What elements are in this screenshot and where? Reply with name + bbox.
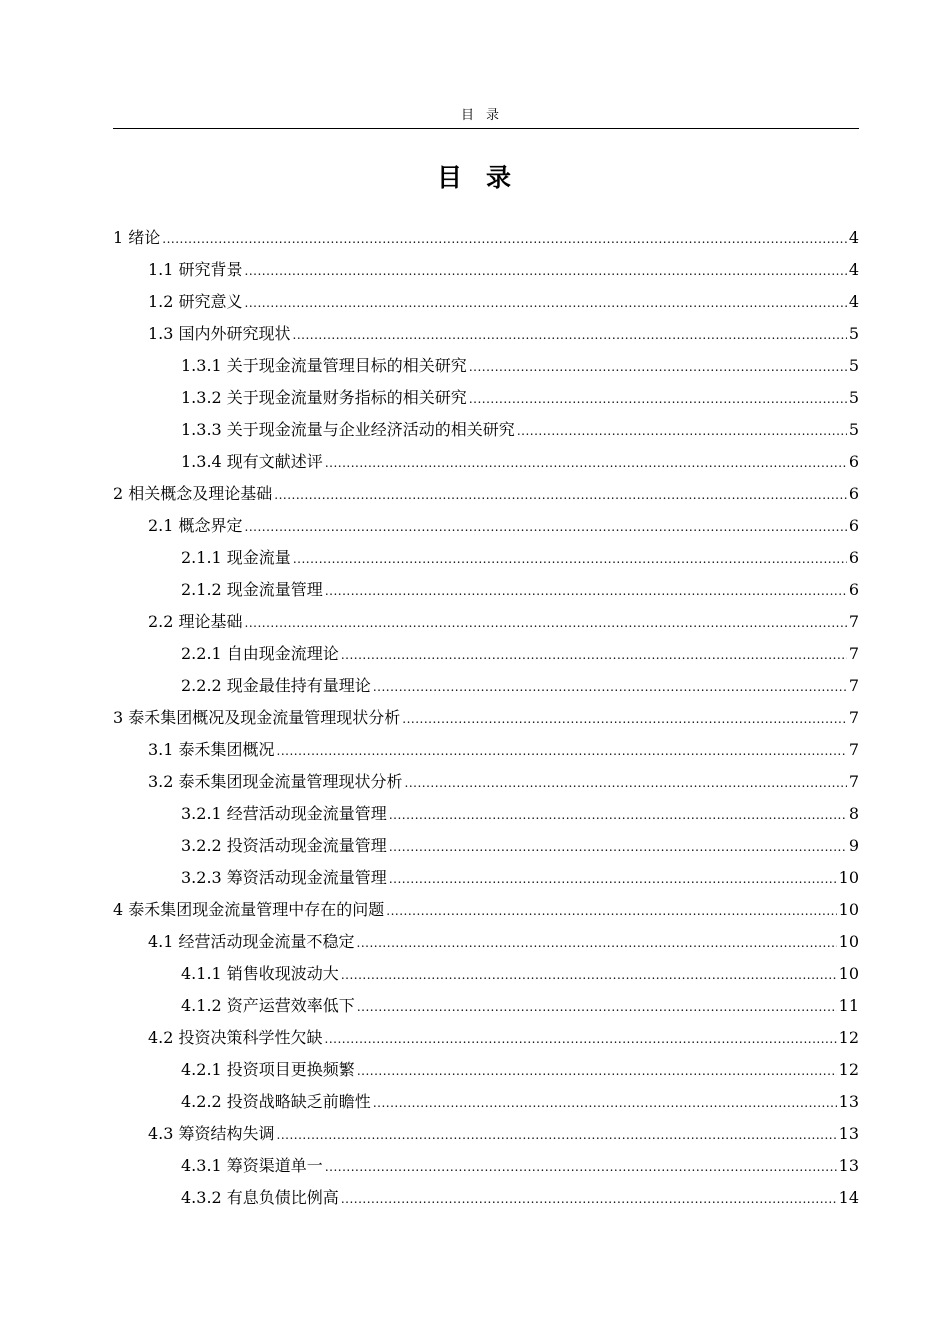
toc-entry[interactable] <box>113 224 859 256</box>
toc-entry-label: 1.2 研究意义 <box>148 292 243 311</box>
table-of-contents <box>113 224 859 1216</box>
toc-page-number: 10 <box>838 900 859 919</box>
toc-entry-label: 2.2 理论基础 <box>148 612 243 631</box>
toc-page-number: 13 <box>838 1124 859 1143</box>
toc-dot-leader <box>277 737 847 765</box>
toc-page-number: 12 <box>838 1028 859 1047</box>
toc-dot-leader <box>357 993 837 1021</box>
toc-dot-leader <box>373 673 847 701</box>
toc-entry[interactable] <box>113 1184 859 1216</box>
toc-page-number: 7 <box>848 644 859 663</box>
toc-dot-leader <box>389 801 847 829</box>
toc-entry-label: 1.3 国内外研究现状 <box>148 324 291 343</box>
toc-entry-label: 2 相关概念及理论基础 <box>113 484 273 503</box>
toc-dot-leader <box>325 1153 837 1181</box>
toc-entry-label: 2.1.2 现金流量管理 <box>181 580 323 599</box>
toc-entry[interactable] <box>113 992 859 1024</box>
toc-dot-leader <box>325 577 847 605</box>
toc-entry-label: 4 泰禾集团现金流量管理中存在的问题 <box>113 900 385 919</box>
toc-dot-leader <box>469 353 847 381</box>
toc-entry-label: 3.2.1 经营活动现金流量管理 <box>181 804 387 823</box>
toc-page-number: 14 <box>838 1188 859 1207</box>
toc-entry-label: 1.3.3 关于现金流量与企业经济活动的相关研究 <box>181 420 515 439</box>
toc-dot-leader <box>341 961 837 989</box>
toc-entry[interactable] <box>113 800 859 832</box>
toc-entry-label: 4.3.2 有息负债比例高 <box>181 1188 339 1207</box>
toc-dot-leader <box>162 225 847 253</box>
toc-entry-label: 3.2.2 投资活动现金流量管理 <box>181 836 387 855</box>
toc-page-number: 7 <box>848 708 859 727</box>
toc-dot-leader <box>245 609 847 637</box>
toc-dot-leader <box>293 545 847 573</box>
toc-dot-leader <box>405 769 847 797</box>
toc-entry[interactable] <box>113 416 859 448</box>
toc-dot-leader <box>389 865 837 893</box>
toc-entry-label: 1 绪论 <box>113 228 161 247</box>
toc-dot-leader <box>357 929 837 957</box>
toc-page-number: 6 <box>848 516 859 535</box>
toc-entry[interactable] <box>113 1120 859 1152</box>
toc-entry[interactable] <box>113 512 859 544</box>
toc-entry-label: 1.1 研究背景 <box>148 260 243 279</box>
toc-entry[interactable] <box>113 544 859 576</box>
toc-entry-label: 3.2 泰禾集团现金流量管理现状分析 <box>148 772 403 791</box>
toc-entry-label: 4.1.1 销售收现波动大 <box>181 964 339 983</box>
toc-entry-label: 4.1.2 资产运营效率低下 <box>181 996 355 1015</box>
toc-page-number: 4 <box>848 228 859 247</box>
toc-entry-label: 3.1 泰禾集团概况 <box>148 740 275 759</box>
toc-entry-label: 2.2.1 自由现金流理论 <box>181 644 339 663</box>
toc-dot-leader <box>402 705 847 733</box>
toc-entry[interactable] <box>113 256 859 288</box>
toc-entry[interactable] <box>113 896 859 928</box>
toc-dot-leader <box>357 1057 837 1085</box>
toc-page-number: 7 <box>848 676 859 695</box>
toc-entry[interactable] <box>113 1088 859 1120</box>
toc-entry[interactable] <box>113 640 859 672</box>
toc-entry[interactable] <box>113 448 859 480</box>
toc-dot-leader <box>245 513 847 541</box>
toc-page-number: 4 <box>848 260 859 279</box>
toc-entry[interactable] <box>113 960 859 992</box>
toc-page-number: 10 <box>838 868 859 887</box>
toc-page-number: 13 <box>838 1092 859 1111</box>
toc-page-number: 6 <box>848 484 859 503</box>
toc-entry-label: 3 泰禾集团概况及现金流量管理现状分析 <box>113 708 401 727</box>
toc-entry-label: 4.2.1 投资项目更换频繁 <box>181 1060 355 1079</box>
toc-entry-label: 1.3.1 关于现金流量管理目标的相关研究 <box>181 356 467 375</box>
toc-entry-label: 3.2.3 筹资活动现金流量管理 <box>181 868 387 887</box>
toc-entry-label: 1.3.2 关于现金流量财务指标的相关研究 <box>181 388 467 407</box>
toc-page-number: 12 <box>838 1060 859 1079</box>
toc-dot-leader <box>386 897 836 925</box>
toc-dot-leader <box>373 1089 837 1117</box>
toc-entry-label: 4.2 投资决策科学性欠缺 <box>148 1028 323 1047</box>
toc-entry[interactable] <box>113 832 859 864</box>
toc-entry[interactable] <box>113 1152 859 1184</box>
page-title: 目录 <box>436 163 535 192</box>
toc-entry-label: 4.2.2 投资战略缺乏前瞻性 <box>181 1092 371 1111</box>
toc-entry-label: 4.1 经营活动现金流量不稳定 <box>148 932 355 951</box>
toc-page-number: 10 <box>838 932 859 951</box>
toc-dot-leader <box>325 449 847 477</box>
toc-page-number: 7 <box>848 772 859 791</box>
toc-page-number: 6 <box>848 580 859 599</box>
toc-dot-leader <box>293 321 847 349</box>
toc-entry[interactable] <box>113 864 859 896</box>
toc-page-number: 5 <box>848 388 859 407</box>
toc-entry[interactable] <box>113 768 859 800</box>
toc-entry[interactable] <box>113 480 859 512</box>
toc-dot-leader <box>341 1185 837 1213</box>
toc-entry-label: 2.2.2 现金最佳持有量理论 <box>181 676 371 695</box>
toc-entry-label: 2.1.1 现金流量 <box>181 548 291 567</box>
toc-entry[interactable] <box>113 384 859 416</box>
toc-entry[interactable] <box>113 736 859 768</box>
toc-page-number: 5 <box>848 420 859 439</box>
toc-entry[interactable] <box>113 928 859 960</box>
toc-page-number: 6 <box>848 452 859 471</box>
toc-dot-leader <box>277 1121 837 1149</box>
toc-dot-leader <box>245 289 847 317</box>
toc-entry-label: 4.3.1 筹资渠道单一 <box>181 1156 323 1175</box>
toc-page-number: 7 <box>848 612 859 631</box>
toc-entry[interactable] <box>113 672 859 704</box>
toc-page-number: 5 <box>848 356 859 375</box>
toc-entry[interactable] <box>113 608 859 640</box>
toc-page-number: 8 <box>848 804 859 823</box>
toc-page-number: 7 <box>848 740 859 759</box>
toc-page-number: 11 <box>838 996 859 1015</box>
toc-page-number: 13 <box>838 1156 859 1175</box>
toc-dot-leader <box>341 641 847 669</box>
toc-entry-label: 2.1 概念界定 <box>148 516 243 535</box>
toc-page-number: 9 <box>848 836 859 855</box>
toc-dot-leader <box>517 417 847 445</box>
toc-dot-leader <box>274 481 847 509</box>
toc-dot-leader <box>469 385 847 413</box>
toc-entry[interactable] <box>113 320 859 352</box>
toc-page-number: 4 <box>848 292 859 311</box>
toc-entry[interactable] <box>113 576 859 608</box>
running-header: 目录 <box>460 108 511 123</box>
toc-entry[interactable] <box>113 1056 859 1088</box>
toc-dot-leader <box>389 833 847 861</box>
header-rule <box>113 128 859 129</box>
toc-page-number: 5 <box>848 324 859 343</box>
toc-dot-leader <box>325 1025 837 1053</box>
toc-entry[interactable] <box>113 1024 859 1056</box>
toc-entry[interactable] <box>113 352 859 384</box>
toc-entry[interactable] <box>113 704 859 736</box>
toc-entry[interactable] <box>113 288 859 320</box>
toc-page-number: 6 <box>848 548 859 567</box>
toc-entry-label: 4.3 筹资结构失调 <box>148 1124 275 1143</box>
toc-entry-label: 1.3.4 现有文献述评 <box>181 452 323 471</box>
toc-page-number: 10 <box>838 964 859 983</box>
toc-dot-leader <box>245 257 847 285</box>
